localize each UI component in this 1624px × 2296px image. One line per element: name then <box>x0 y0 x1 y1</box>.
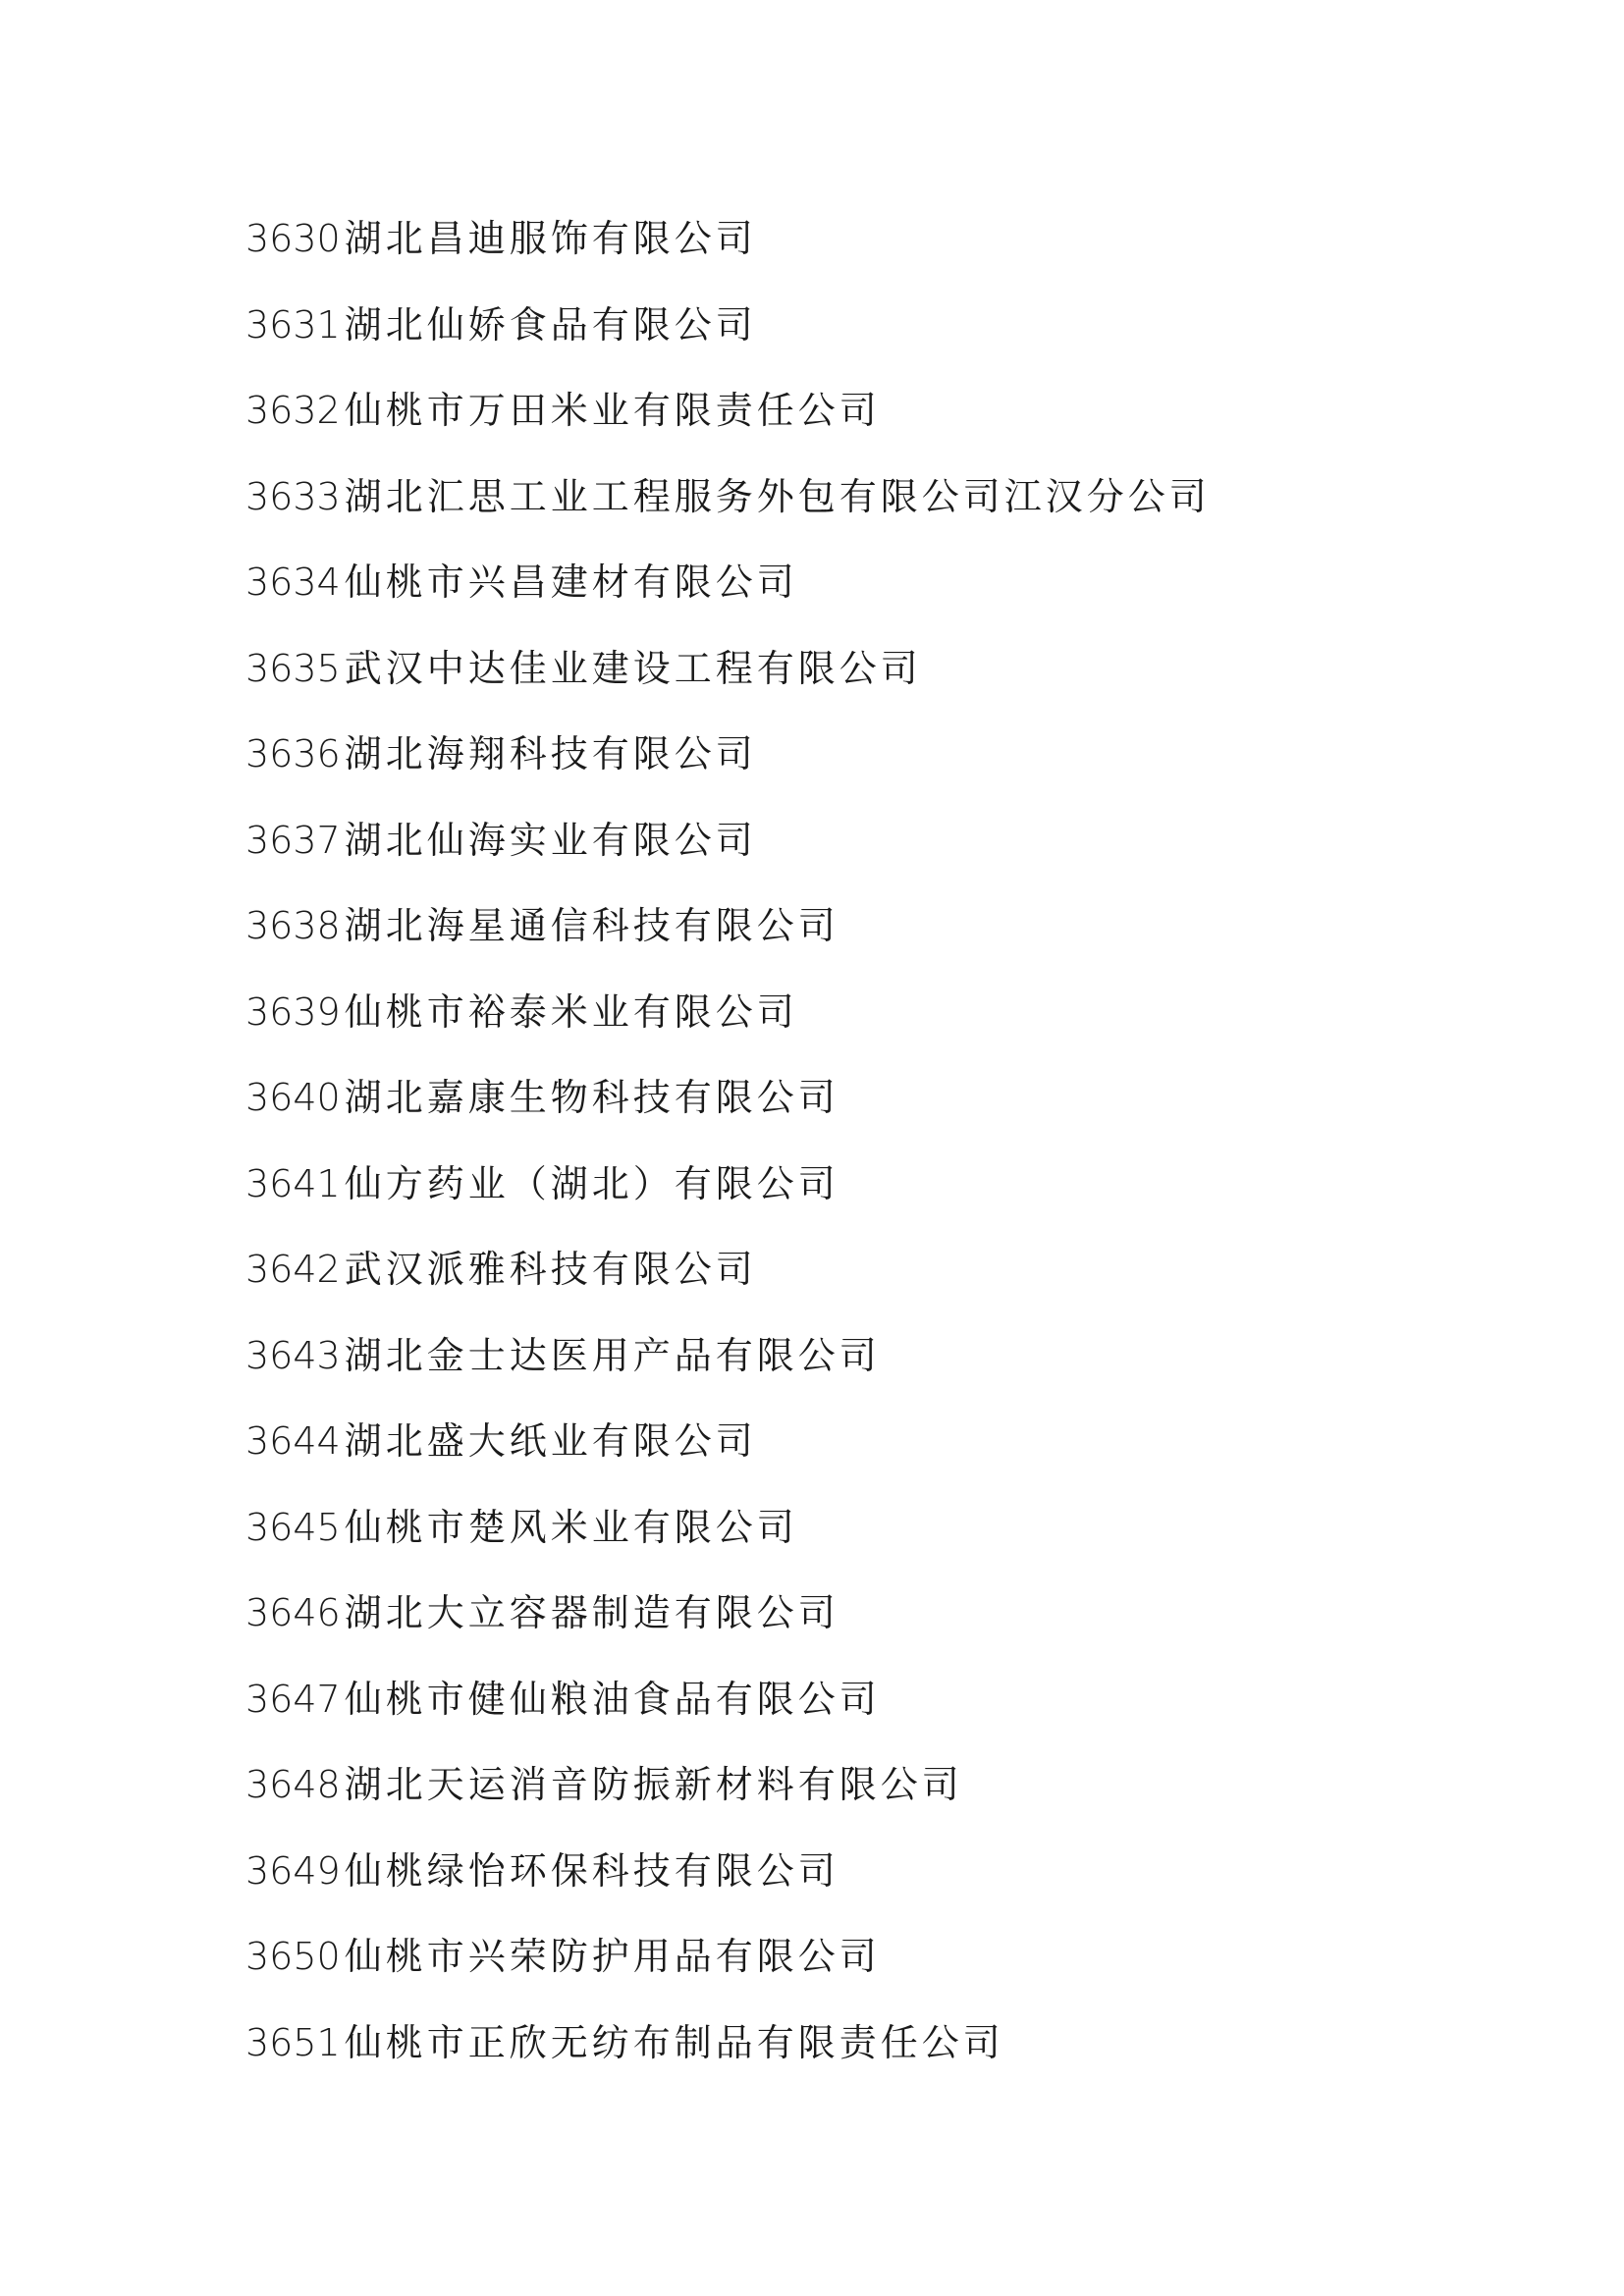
list-item <box>245 1839 1211 1925</box>
list-item <box>245 464 1211 551</box>
list-item <box>245 1752 1211 1839</box>
entry-number: 3638 <box>245 904 341 947</box>
entry-number: 3639 <box>245 989 341 1034</box>
list-item <box>245 1323 1211 1410</box>
list-item <box>245 293 1211 379</box>
company-name: 仙桃市正欣无纺布制品有限责任公司 <box>344 2020 1004 2064</box>
company-name: 仙桃市楚风米业有限公司 <box>344 1505 798 1549</box>
list-item <box>245 808 1211 894</box>
list-item <box>245 1237 1211 1323</box>
entry-number: 3651 <box>245 2020 341 2064</box>
company-name: 仙桃市健仙粮油食品有限公司 <box>344 1677 881 1721</box>
company-name: 湖北汇思工业工程服务外包有限公司江汉分公司 <box>344 474 1211 518</box>
company-name: 湖北昌迪服饰有限公司 <box>344 217 757 260</box>
company-name: 仙桃绿怡环保科技有限公司 <box>344 1848 839 1893</box>
list-item <box>245 1667 1211 1753</box>
entry-number: 3631 <box>245 302 341 347</box>
list-item <box>245 378 1211 464</box>
company-name: 湖北大立容器制造有限公司 <box>344 1591 839 1634</box>
entry-number: 3649 <box>245 1848 341 1893</box>
list-item <box>245 550 1211 636</box>
list-item <box>245 1924 1211 2010</box>
entry-number: 3641 <box>245 1161 341 1205</box>
list-item <box>245 893 1211 980</box>
entry-number: 3644 <box>245 1419 341 1463</box>
entry-number: 3650 <box>245 1935 341 1978</box>
list-item <box>245 1409 1211 1495</box>
entry-number: 3634 <box>245 561 341 604</box>
entry-number: 3646 <box>245 1591 341 1634</box>
list-item <box>245 721 1211 808</box>
company-name: 仙桃市兴荣防护用品有限公司 <box>344 1935 881 1978</box>
company-name: 武汉派雅科技有限公司 <box>344 1248 757 1291</box>
entry-number: 3643 <box>245 1333 341 1377</box>
company-name: 仙方药业（湖北）有限公司 <box>344 1161 839 1205</box>
company-name: 湖北嘉康生物科技有限公司 <box>344 1076 839 1119</box>
entry-number: 3640 <box>245 1076 341 1119</box>
list-item <box>245 2010 1211 2097</box>
list-item <box>245 1065 1211 1151</box>
entry-number: 3642 <box>245 1248 341 1291</box>
company-name: 武汉中达佳业建设工程有限公司 <box>344 646 922 690</box>
company-name: 湖北海星通信科技有限公司 <box>344 904 839 947</box>
entry-number: 3648 <box>245 1763 341 1806</box>
company-name: 湖北盛大纸业有限公司 <box>344 1419 757 1463</box>
company-name: 湖北天运消音防振新材料有限公司 <box>344 1763 963 1806</box>
company-list <box>245 206 1211 2096</box>
list-item <box>245 206 1211 293</box>
company-name: 湖北金士达医用产品有限公司 <box>344 1333 881 1377</box>
entry-number: 3636 <box>245 732 341 775</box>
company-name: 湖北海翔科技有限公司 <box>344 732 757 775</box>
entry-number: 3633 <box>245 474 341 518</box>
list-item <box>245 980 1211 1066</box>
company-name: 仙桃市万田米业有限责任公司 <box>344 389 881 432</box>
company-name: 湖北仙娇食品有限公司 <box>344 302 757 347</box>
company-name: 仙桃市兴昌建材有限公司 <box>344 561 798 604</box>
list-item <box>245 1495 1211 1581</box>
entry-number: 3645 <box>245 1505 341 1549</box>
list-item <box>245 636 1211 722</box>
company-name: 仙桃市裕泰米业有限公司 <box>344 989 798 1034</box>
entry-number: 3635 <box>245 646 341 690</box>
entry-number: 3630 <box>245 217 341 260</box>
company-name: 湖北仙海实业有限公司 <box>344 818 757 862</box>
entry-number: 3637 <box>245 818 341 862</box>
list-item <box>245 1151 1211 1238</box>
list-item <box>245 1580 1211 1667</box>
entry-number: 3647 <box>245 1677 341 1721</box>
entry-number: 3632 <box>245 389 341 432</box>
